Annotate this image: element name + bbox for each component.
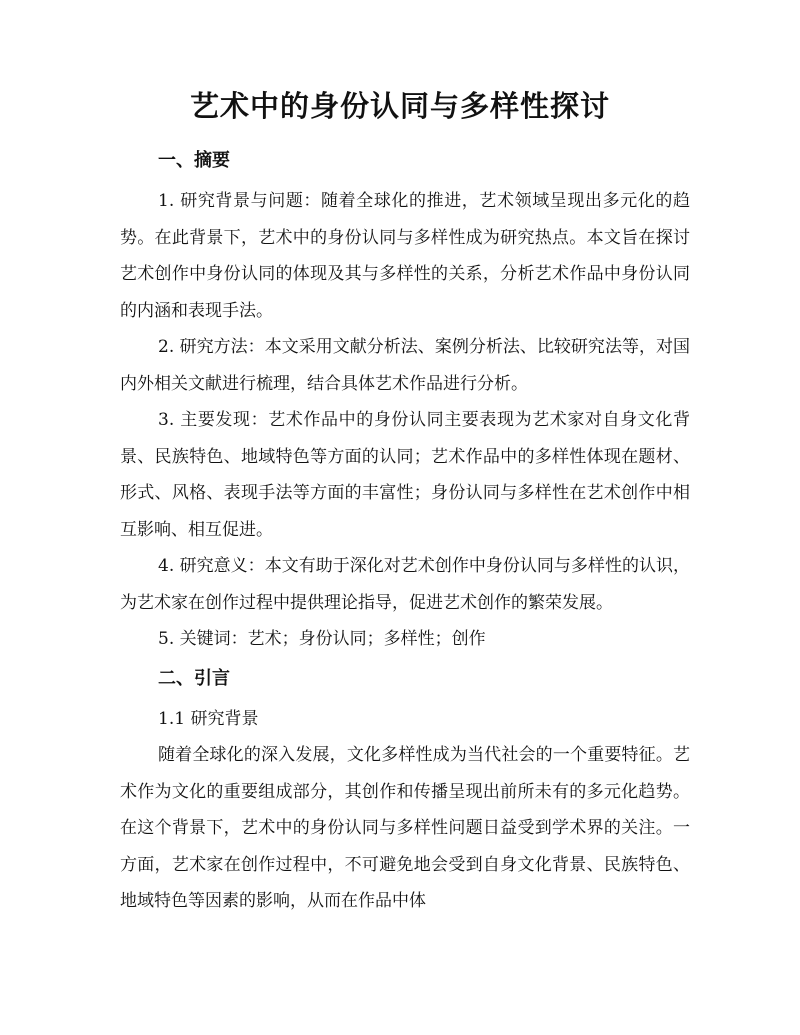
abstract-paragraph-1: 1. 研究背景与问题：随着全球化的推进，艺术领域呈现出多元化的趋势。在此背景下，艺术中的身份认同与多样性成为研究热点。本文旨在探讨艺术创作中身份认同的体现及其与多样性的关系，分析艺术作品中身份认同的内涵和表现手法。 [120,191,690,321]
abstract-paragraph-2: 2. 研究方法：本文采用文献分析法、案例分析法、比较研究法等，对国内外相关文献进行梳理，结合具体艺术作品进行分析。 [120,337,690,394]
abstract-paragraph-4: 4. 研究意义：本文有助于深化对艺术创作中身份认同与多样性的认识，为艺术家在创作过程中提供理论指导，促进艺术创作的繁荣发展。 [120,556,690,613]
intro-heading: 二、引言 [158,667,230,689]
document-body [120,140,690,920]
keywords-paragraph: 5. 关键词：艺术；身份认同；多样性；创作 [158,629,486,649]
intro-subheading: 1.1 研究背景 [158,708,259,729]
abstract-heading: 一、摘要 [158,150,230,171]
document-title: 艺术中的身份认同与多样性探讨 [189,89,610,123]
abstract-paragraph-3: 3. 主要发现：艺术作品中的身份认同主要表现为艺术家对自身文化背景、民族特色、地域特色等方面的认同；艺术作品中的多样性体现在题材、形式、风格、表现手法等方面的丰富性；身份认同与多样性在艺术创作中相互影响、相互促进。 [120,410,690,540]
intro-paragraph-1: 随着全球化的深入发展，文化多样性成为当代社会的一个重要特征。艺术作为文化的重要组成部分，其创作和传播呈现出前所未有的多元化趋势。在这个背景下，艺术中的身份认同与多样性问题日益受到学术界的关注。一方面，艺术家在创作过程中，不可避免地会受到自身文化背景、民族特色、地域特色等因素的影响，从而在作品中体 [120,745,690,911]
